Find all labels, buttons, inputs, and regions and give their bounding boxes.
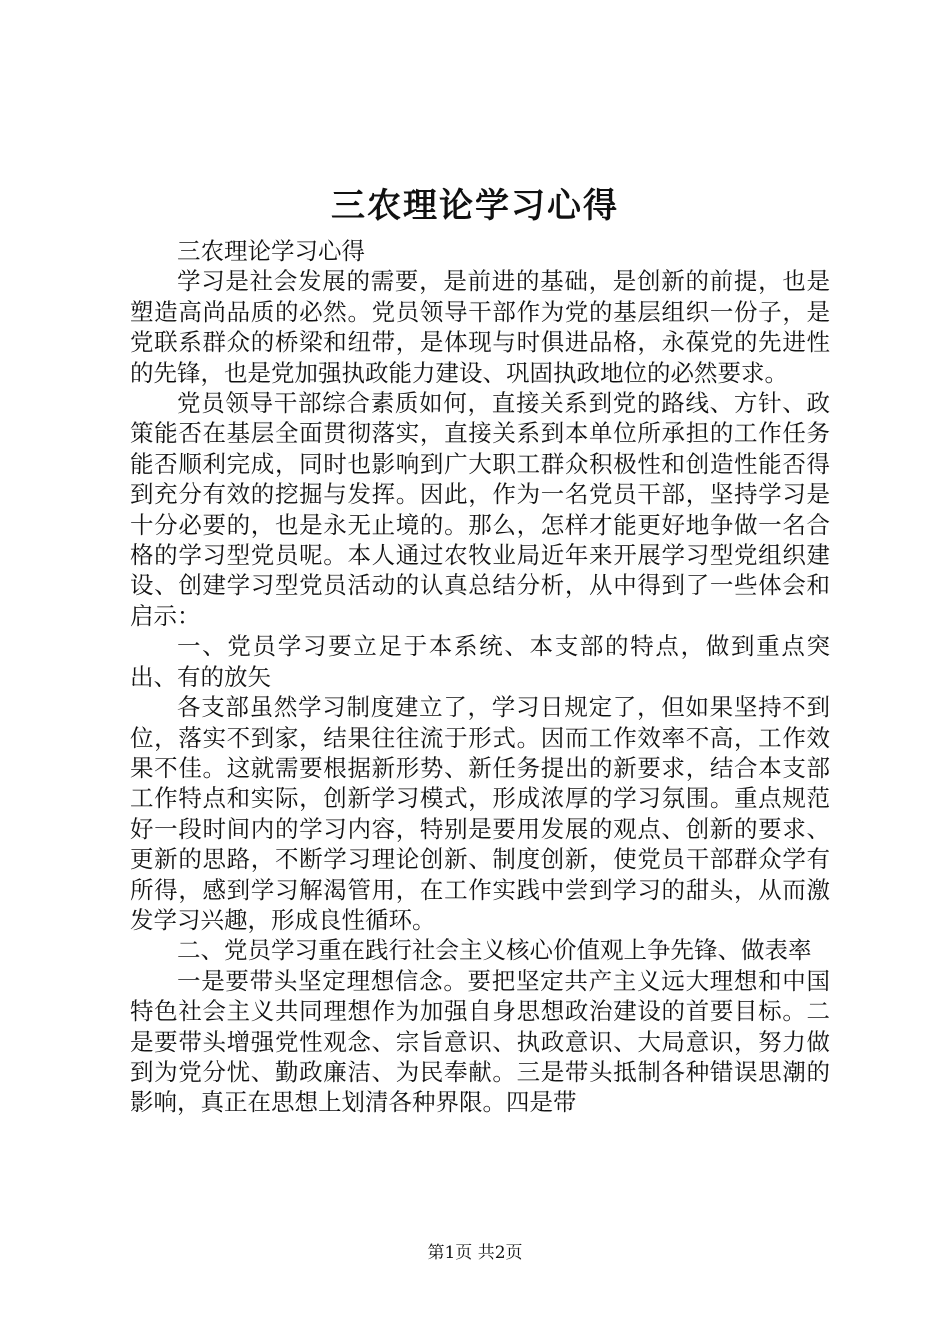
paragraph: 一是要带头坚定理想信念。要把坚定共产主义远大理想和中国特色社会主义共同理想作为加强自身思想政治建设的首要目标。二是要带头增强党性观念、宗旨意识、执政意识、大局意识，努力做到为党分忧、勤政廉洁、为民奉献。三是带头抵制各种错误思潮的影响，真正在思想上划清各种界限。四是带 bbox=[130, 966, 830, 1117]
document-body bbox=[130, 236, 830, 1118]
paragraph-subtitle: 三农理论学习心得 bbox=[177, 237, 365, 265]
document-title: 三农理论学习心得 bbox=[331, 186, 619, 226]
paragraph: 学习是社会发展的需要，是前进的基础，是创新的前提，也是塑造高尚品质的必然。党员领导干部作为党的基层组织一份子，是党联系群众的桥梁和纽带，是体现与时俱进品格，永葆党的先进性的先锋，也是党加强执政能力建设、巩固执政地位的必然要求。 bbox=[130, 267, 830, 387]
paragraph: 各支部虽然学习制度建立了，学习日规定了，但如果坚持不到位，落实不到家，结果往往流于形式。因而工作效率不高，工作效果不佳。这就需要根据新形势、新任务提出的新要求，结合本支部工作特点和实际，创新学习模式，形成浓厚的学习氛围。重点规范好一段时间内的学习内容，特别是要用发展的观点、创新的要求、更新的思路，不断学习理论创新、制度创新，使党员干部群众学有所得，感到学习解渴管用，在工作实践中尝到学习的甜头，从而激发学习兴趣，形成良性循环。 bbox=[130, 693, 830, 934]
paragraph: 党员领导干部综合素质如何，直接关系到党的路线、方针、政策能否在基层全面贯彻落实，直接关系到本单位所承担的工作任务能否顺利完成，同时也影响到广大职工群众积极性和创造性能否得到充分有效的挖掘与发挥。因此，作为一名党员干部，坚持学习是十分必要的，也是永无止境的。那么，怎样才能更好地争做一名合格的学习型党员呢。本人通过农牧业局近年来开展学习型党组织建设、创建学习型党员活动的认真总结分析，从中得到了一些体会和启示： bbox=[130, 389, 830, 630]
section-heading: 一、党员学习要立足于本系统、本支部的特点，做到重点突出、有的放矢 bbox=[130, 632, 830, 691]
page-footer: 第1页 共2页 bbox=[427, 1243, 523, 1263]
section-heading: 二、党员学习重在践行社会主义核心价值观上争先锋、做表率 bbox=[177, 936, 812, 965]
